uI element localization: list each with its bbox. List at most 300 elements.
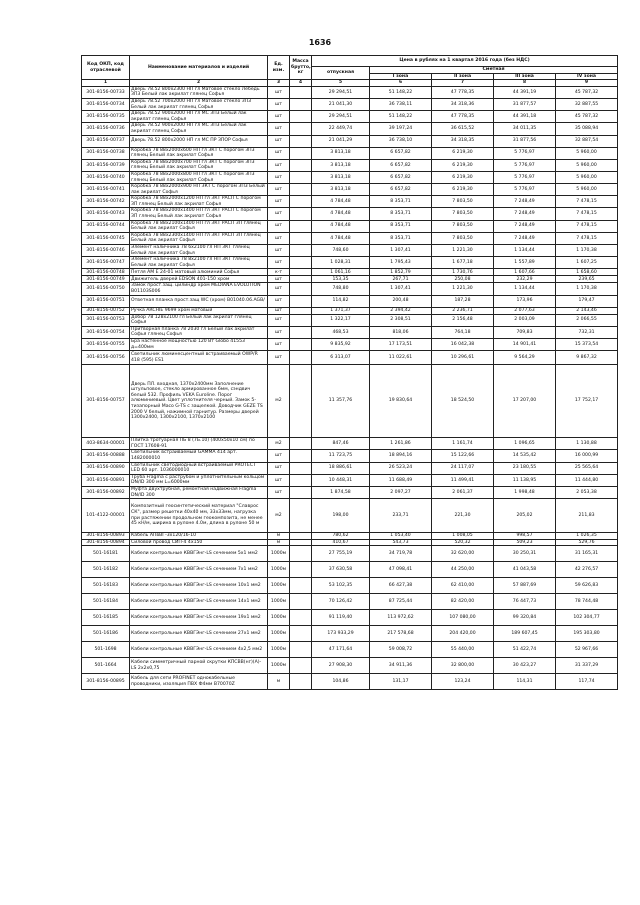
price-table	[81, 55, 618, 690]
table-cell-code: 301-8156-00734	[82, 98, 130, 110]
table-cell-mass	[290, 208, 312, 220]
table-cell-mass	[290, 539, 312, 546]
table-cell-price-zone4: 1 130,88	[556, 438, 618, 450]
table-row	[82, 135, 618, 147]
table-cell-price-zone2: 6 219,30	[432, 159, 494, 171]
column-number: 5	[312, 80, 370, 87]
table-cell-price-zone3: 173,96	[494, 295, 556, 307]
table-cell-price-zone4: 195 303,80	[556, 626, 618, 642]
table-cell-price-zone1: 11 022,61	[370, 351, 432, 365]
table-cell-price-zone2: 10 296,61	[432, 351, 494, 365]
table-cell-mass	[290, 642, 312, 658]
table-row	[82, 307, 618, 314]
table-cell-price-zone3: 44 391,18	[494, 111, 556, 123]
table-cell-price-zone1: 2 394,42	[370, 307, 432, 314]
table-cell-price-zone3: 44 391,19	[494, 86, 556, 98]
table-cell-unit: м2	[268, 365, 290, 438]
table-cell-mass	[290, 474, 312, 486]
table-cell-price-zone2: 1 730,76	[432, 269, 494, 276]
table-cell-code: 301-8156-00891	[82, 474, 130, 486]
table-cell-unit: шт	[268, 257, 290, 269]
table-cell-unit: шт	[268, 123, 290, 135]
table-cell-unit: шт	[268, 450, 290, 462]
table-cell-price-zone3: 709,83	[494, 326, 556, 338]
table-cell-unit: шт	[268, 220, 290, 232]
table-cell-name: Коробка 78 88х2000х1400 НП гл ЗКТ РАСП С порогом ЗП глянец Белый лак акрилат Софья	[130, 208, 268, 220]
table-cell-price-zone4: 1 607,25	[556, 257, 618, 269]
table-cell-price-release: 1 371,37	[312, 307, 370, 314]
table-row	[82, 123, 618, 135]
table-cell-name: Дверь ПЛ. входная, 1370х2400мм Заполнение штульповое, стекло армированное 6мм, сэндвич белый 532. Профиль VEKA Euroline. Порог алюминиевый. Цвет уплотнителя черный. Замок 5-тизапорный Maco G-TS с защелкой. Доводчик GEZE TS 2000 V белый, нажимной гарнитур. Размеры дверей 1300х2400, 1300х2100, 1370х2100	[130, 365, 268, 438]
table-cell-price-zone3: 31 877,57	[494, 98, 556, 110]
table-cell-price-zone1: 34 911,36	[370, 658, 432, 674]
table-cell-unit: шт	[268, 208, 290, 220]
table-cell-price-zone1: 1 852,79	[370, 269, 432, 276]
table-cell-price-zone2: 47 778,35	[432, 86, 494, 98]
table-cell-price-zone2: 6 219,30	[432, 184, 494, 196]
table-cell-price-zone4: 179,47	[556, 295, 618, 307]
table-cell-price-zone2: 764,18	[432, 326, 494, 338]
table-cell-price-release: 1 874,58	[312, 486, 370, 498]
table-row	[82, 196, 618, 208]
table-cell-price-release: 4 784,48	[312, 208, 370, 220]
table-cell-price-release: 21 041,30	[312, 98, 370, 110]
table-row	[82, 658, 618, 674]
table-cell-mass	[290, 450, 312, 462]
table-cell-mass	[290, 86, 312, 98]
table-cell-unit: шт	[268, 245, 290, 257]
table-cell-code: 301-8156-00740	[82, 171, 130, 183]
table-cell-name: Дверь 78.52 900х2000 НП гл МС ЗП3 Белый лак акрилат глянец Софья	[130, 123, 268, 135]
table-cell-price-release: 104,86	[312, 674, 370, 690]
table-cell-name: Петля АМ Е 24-01 матовый алюминий Софья	[130, 269, 268, 276]
table-row	[82, 462, 618, 474]
table-cell-mass	[290, 232, 312, 244]
table-cell-price-zone1: 2 308,51	[370, 314, 432, 326]
table-cell-price-zone2: 7 803,50	[432, 220, 494, 232]
table-cell-code: 301-8156-00737	[82, 135, 130, 147]
table-cell-price-zone3: 57 887,69	[494, 578, 556, 594]
table-row	[82, 208, 618, 220]
table-cell-price-release: 748,60	[312, 245, 370, 257]
table-cell-price-zone4: 52 967,66	[556, 642, 618, 658]
table-cell-code: 301-8156-00751	[82, 295, 130, 307]
table-cell-price-zone2: 16 042,38	[432, 338, 494, 350]
table-cell-name: Дверь 78.52 800х2300 НП гл Матовое стекло Лебедь ЗП3 Белый лак акрилат глянец Софья	[130, 86, 268, 98]
table-cell-price-zone4: 32 887,54	[556, 135, 618, 147]
table-cell-price-zone3: 7 248,49	[494, 208, 556, 220]
table-cell-mass	[290, 220, 312, 232]
table-cell-unit: м	[268, 674, 290, 690]
table-cell-name: Добор 78 128х2100 гл Белый лак акрилат глянец Софья	[130, 314, 268, 326]
table-cell-price-zone2: 2 061,37	[432, 486, 494, 498]
table-cell-price-zone1: 17 173,51	[370, 338, 432, 350]
table-cell-price-zone2: 7 803,50	[432, 208, 494, 220]
table-cell-unit: 1000м	[268, 610, 290, 626]
table-cell-mass	[290, 626, 312, 642]
table-cell-price-release: 10 448,31	[312, 474, 370, 486]
table-cell-price-zone4: 5 960,00	[556, 184, 618, 196]
table-cell-code: 301-8156-00756	[82, 351, 130, 365]
table-cell-code: 301-8156-00757	[82, 365, 130, 438]
table-cell-code: 301-8156-00736	[82, 123, 130, 135]
table-cell-name: Кабели контрольные КВВГЭнг-LS сечением 4х2,5 мм2	[130, 642, 268, 658]
table-cell-price-zone1: 36 738,11	[370, 98, 432, 110]
table-row	[82, 674, 618, 690]
table-cell-price-zone1: 59 008,72	[370, 642, 432, 658]
table-cell-unit: шт	[268, 351, 290, 365]
table-cell-price-zone3: 34 011,35	[494, 123, 556, 135]
table-cell-mass	[290, 658, 312, 674]
table-cell-price-zone4: 1 026,35	[556, 533, 618, 540]
table-cell-mass	[290, 184, 312, 196]
table-row	[82, 276, 618, 283]
table-cell-code: 501-16185	[82, 610, 130, 626]
table-cell-name: Кабели контрольные КВВГЭнг-LS сечением 5х1 мм2	[130, 546, 268, 562]
table-cell-price-zone1: 1 261,86	[370, 438, 432, 450]
table-cell-price-release: 11 357,76	[312, 365, 370, 438]
table-cell-mass	[290, 283, 312, 295]
table-cell-unit: шт	[268, 314, 290, 326]
table-cell-code: 301-8156-00753	[82, 314, 130, 326]
table-cell-price-zone3: 998,57	[494, 533, 556, 540]
table-cell-code: 301-8156-00748	[82, 269, 130, 276]
table-cell-price-zone3: 99 320,84	[494, 610, 556, 626]
table-cell-price-release: 114,82	[312, 295, 370, 307]
table-cell-unit: шт	[268, 295, 290, 307]
table-cell-price-zone3: 2 003,09	[494, 314, 556, 326]
header-name: Наименование материалов и изделий	[130, 56, 268, 80]
table-cell-price-zone2: 62 410,00	[432, 578, 494, 594]
table-cell-unit: шт	[268, 196, 290, 208]
table-cell-mass	[290, 245, 312, 257]
table-cell-name: Дверь 78.52 700х2000 НП гл Матовое стекло ЗП3 Белый лак акрилат глянец Софья	[130, 98, 268, 110]
table-row	[82, 626, 618, 642]
table-cell-name: Светильник встраиваемый GAMMA 414 арт. 1482000010	[130, 450, 268, 462]
table-cell-mass	[290, 257, 312, 269]
table-cell-price-zone1: 11 688,49	[370, 474, 432, 486]
table-row	[82, 295, 618, 307]
table-cell-mass	[290, 98, 312, 110]
table-row	[82, 338, 618, 350]
table-cell-price-zone3: 31 877,56	[494, 135, 556, 147]
table-cell-name: Бра настенное мощностью 120 Вт Globo 41553 д=400мм	[130, 338, 268, 350]
table-cell-code: 501-16186	[82, 626, 130, 642]
table-cell-price-zone3: 7 248,49	[494, 220, 556, 232]
table-cell-price-zone4: 2 143,46	[556, 307, 618, 314]
table-cell-price-release: 3 813,18	[312, 184, 370, 196]
table-cell-price-zone1: 267,71	[370, 276, 432, 283]
table-cell-price-release: 1 322,17	[312, 314, 370, 326]
table-cell-price-zone3: 30 250,31	[494, 546, 556, 562]
table-cell-code: 501-16184	[82, 594, 130, 610]
table-cell-price-zone1: 6 657,82	[370, 159, 432, 171]
table-row	[82, 326, 618, 338]
table-cell-code: 301-8156-00741	[82, 184, 130, 196]
table-cell-mass	[290, 135, 312, 147]
table-cell-price-zone4: 42 276,57	[556, 562, 618, 578]
column-number: 9	[556, 80, 618, 87]
header-code: Код ОКП, код отраслевой	[82, 56, 130, 80]
table-cell-code: 301-8156-00744	[82, 220, 130, 232]
table-cell-price-zone2: 221,30	[432, 499, 494, 533]
table-cell-price-zone1: 34 719,78	[370, 546, 432, 562]
table-cell-price-zone2: 34 318,36	[432, 98, 494, 110]
table-cell-price-zone4: 529,76	[556, 539, 618, 546]
table-row	[82, 283, 618, 295]
table-cell-mass	[290, 438, 312, 450]
table-cell-unit: шт	[268, 135, 290, 147]
table-cell-price-zone3: 5 776,97	[494, 159, 556, 171]
table-cell-price-zone1: 1 307,41	[370, 283, 432, 295]
table-cell-price-zone3: 189 607,45	[494, 626, 556, 642]
table-cell-code: 301-8156-00752	[82, 307, 130, 314]
table-cell-price-zone3: 14 535,42	[494, 450, 556, 462]
table-cell-unit: 1000м	[268, 546, 290, 562]
table-cell-name: Кабель для сети PROFINET однокабельные проводники, изоляция ПВХ Ф4мм B70070Z	[130, 674, 268, 690]
table-cell-unit: шт	[268, 283, 290, 295]
table-cell-name: Замок прост.защ. цилиндр хром MEDIANA EVOLUTION B01103S006	[130, 283, 268, 295]
table-cell-code: 101-4122-00001	[82, 499, 130, 533]
table-cell-price-release: 4 784,48	[312, 232, 370, 244]
table-cell-price-release: 1 061,16	[312, 269, 370, 276]
table-cell-name: Кабели контрольные КВВГЭнг-LS сечением 14х1 мм2	[130, 594, 268, 610]
table-cell-price-zone3: 232,29	[494, 276, 556, 283]
table-cell-code: 301-8156-00754	[82, 326, 130, 338]
table-cell-price-zone3: 509,23	[494, 539, 556, 546]
table-cell-price-zone2: 520,32	[432, 539, 494, 546]
table-cell-code: 301-8156-00750	[82, 283, 130, 295]
table-cell-price-zone2: 123,24	[432, 674, 494, 690]
table-cell-mass	[290, 499, 312, 533]
table-cell-price-zone2: 32 800,00	[432, 658, 494, 674]
table-cell-price-zone2: 34 318,35	[432, 135, 494, 147]
table-cell-mass	[290, 269, 312, 276]
table-row	[82, 147, 618, 159]
table-row	[82, 111, 618, 123]
table-cell-price-zone3: 23 180,55	[494, 462, 556, 474]
table-cell-price-release: 4 784,48	[312, 220, 370, 232]
table-cell-name: Плитка тротуарная ПБ 8 (7Б.10) (400х50х10 см) по ГОСТ 17608-91	[130, 438, 268, 450]
table-cell-price-zone4: 78 744,48	[556, 594, 618, 610]
table-cell-price-zone4: 15 373,54	[556, 338, 618, 350]
table-cell-code: 301-8156-00738	[82, 147, 130, 159]
table-cell-unit: к-т	[268, 269, 290, 276]
table-cell-code: 301-8156-00739	[82, 159, 130, 171]
table-cell-price-zone4: 32 887,55	[556, 98, 618, 110]
table-cell-code: 301-8156-00735	[82, 111, 130, 123]
table-cell-price-release: 410,67	[312, 539, 370, 546]
table-cell-price-zone1: 8 353,71	[370, 208, 432, 220]
table-cell-name: Коробка 78 88х2100х1400 НП гл ЗКТ РАСП ЗП глянец Белый лак акрилат Софья	[130, 220, 268, 232]
table-cell-code: 301-8156-00755	[82, 338, 130, 350]
table-cell-name: Труба Fragma с раструбом и уплотнительным кольцом DN/ID 300 мм L=6000мм	[130, 474, 268, 486]
table-cell-code: 501-1698	[82, 642, 130, 658]
table-row	[82, 232, 618, 244]
header-unit: Ед. изм.	[268, 56, 290, 80]
table-cell-price-release: 173 933,29	[312, 626, 370, 642]
table-cell-price-zone4: 211,83	[556, 499, 618, 533]
table-cell-price-zone4: 5 960,00	[556, 147, 618, 159]
table-cell-price-zone3: 5 776,97	[494, 147, 556, 159]
table-cell-name: Притворная планка 78 2030 гл Белый лак акрилат Софья глянец Софья	[130, 326, 268, 338]
table-cell-price-release: 27 908,30	[312, 658, 370, 674]
table-cell-price-zone3: 17 207,00	[494, 365, 556, 438]
table-cell-name: Ручка ARCHIE 9699 хром матовый	[130, 307, 268, 314]
table-cell-price-zone4: 7 478,15	[556, 208, 618, 220]
table-cell-mass	[290, 578, 312, 594]
column-number: 3	[268, 80, 290, 87]
table-cell-code: 301-8156-00894	[82, 539, 130, 546]
table-cell-price-release: 468,53	[312, 326, 370, 338]
table-cell-code: 301-8156-00743	[82, 208, 130, 220]
table-cell-mass	[290, 365, 312, 438]
table-cell-price-release: 47 171,64	[312, 642, 370, 658]
table-cell-mass	[290, 123, 312, 135]
table-cell-mass	[290, 533, 312, 540]
table-cell-price-zone2: 1 161,74	[432, 438, 494, 450]
table-cell-name: Коробка 78 88х2300х1400 НП гл ЗКТ РАСП ЗП глянец Белый лак акрилат Софья	[130, 232, 268, 244]
table-row	[82, 594, 618, 610]
table-cell-price-zone2: 44 250,00	[432, 562, 494, 578]
table-cell-price-zone1: 1 307,41	[370, 245, 432, 257]
table-row	[82, 642, 618, 658]
table-cell-price-zone3: 7 248,49	[494, 196, 556, 208]
table-cell-name: Коробка 78 88х2000х900 НП ЗКТ С порогом ЗП3 Белый лак акрилат Софья	[130, 184, 268, 196]
table-cell-price-zone1: 47 098,41	[370, 562, 432, 578]
table-row	[82, 546, 618, 562]
table-cell-code: 301-8156-00888	[82, 450, 130, 462]
table-cell-mass	[290, 147, 312, 159]
table-cell-name: Кабели контрольные КВВГЭнг-LS сечением 27х1 мм2	[130, 626, 268, 642]
table-cell-price-zone2: 82 420,00	[432, 594, 494, 610]
table-cell-unit: шт	[268, 171, 290, 183]
table-cell-name: Элемент наличника 78 6х2100 гл НП ЗКТ глянец Белый лак акрилат Софья	[130, 245, 268, 257]
table-cell-mass	[290, 111, 312, 123]
table-cell-code: 301-8156-00742	[82, 196, 130, 208]
table-cell-price-zone1: 8 353,71	[370, 220, 432, 232]
table-cell-price-release: 11 723,75	[312, 450, 370, 462]
table-cell-price-zone2: 11 499,41	[432, 474, 494, 486]
table-cell-price-zone3: 11 138,95	[494, 474, 556, 486]
table-cell-name: Кабели контрольные КВВГЭнг-LS сечением 7х1 мм2	[130, 562, 268, 578]
header-zone2: II зона	[432, 73, 494, 80]
table-cell-mass	[290, 674, 312, 690]
table-cell-price-zone1: 543,73	[370, 539, 432, 546]
table-cell-unit: 1000м	[268, 562, 290, 578]
table-cell-name: Муфта двухтрубная, ремонтная надвижная Fragma DN/ID 300	[130, 486, 268, 498]
table-cell-code: 301-8156-00747	[82, 257, 130, 269]
table-cell-price-release: 780,62	[312, 533, 370, 540]
table-cell-price-zone1: 26 523,24	[370, 462, 432, 474]
table-cell-price-zone1: 51 148,22	[370, 86, 432, 98]
column-number: 8	[494, 80, 556, 87]
table-cell-price-zone1: 6 657,82	[370, 184, 432, 196]
table-cell-price-zone4: 16 000,99	[556, 450, 618, 462]
table-cell-price-release: 847,46	[312, 438, 370, 450]
table-cell-unit: 1000м	[268, 658, 290, 674]
table-cell-price-zone1: 200,48	[370, 295, 432, 307]
table-cell-price-zone3: 5 776,97	[494, 171, 556, 183]
table-cell-price-zone1: 818,06	[370, 326, 432, 338]
table-cell-mass	[290, 196, 312, 208]
table-row	[82, 159, 618, 171]
table-cell-mass	[290, 351, 312, 365]
table-cell-price-zone4: 31 337,29	[556, 658, 618, 674]
table-row	[82, 220, 618, 232]
table-cell-mass	[290, 171, 312, 183]
table-cell-mass	[290, 546, 312, 562]
header-mass: Масса брутто, кг	[290, 56, 312, 80]
table-cell-price-zone2: 47 778,35	[432, 111, 494, 123]
header-price-group: Цена в рублях на 1 квартал 2016 года (без НДС)	[312, 56, 618, 67]
table-cell-price-release: 6 313,07	[312, 351, 370, 365]
table-cell-price-zone3: 1 096,65	[494, 438, 556, 450]
table-cell-mass	[290, 159, 312, 171]
table-cell-price-zone1: 18 894,16	[370, 450, 432, 462]
table-row	[82, 171, 618, 183]
table-row	[82, 269, 618, 276]
table-cell-unit: шт	[268, 184, 290, 196]
table-cell-price-zone2: 36 615,52	[432, 123, 494, 135]
table-row	[82, 562, 618, 578]
table-cell-price-release: 3 813,18	[312, 147, 370, 159]
table-row	[82, 314, 618, 326]
table-cell-price-zone4: 45 787,32	[556, 111, 618, 123]
table-cell-mass	[290, 462, 312, 474]
table-cell-price-zone4: 239,65	[556, 276, 618, 283]
table-cell-code: 501-1664	[82, 658, 130, 674]
table-cell-price-release: 748,80	[312, 283, 370, 295]
table-cell-name: Силовой провод СИП-4 4х150	[130, 539, 268, 546]
table-cell-name: Дверь 78.52 800х2000 НП гл МС ПР ЗПОР Софья	[130, 135, 268, 147]
table-cell-price-zone4: 117,74	[556, 674, 618, 690]
table-cell-name: Ответная планка прост.защ WC (хром) B01040.06.AGB/	[130, 295, 268, 307]
table-row	[82, 351, 618, 365]
column-number: 1	[82, 80, 130, 87]
table-cell-price-zone1: 39 197,24	[370, 123, 432, 135]
table-cell-mass	[290, 326, 312, 338]
table-row	[82, 474, 618, 486]
table-cell-price-zone1: 36 738,10	[370, 135, 432, 147]
table-cell-price-zone4: 45 787,32	[556, 86, 618, 98]
table-cell-price-release: 91 119,40	[312, 610, 370, 626]
table-cell-price-release: 21 041,29	[312, 135, 370, 147]
table-cell-price-zone4: 35 088,94	[556, 123, 618, 135]
table-cell-code: 403-8634-00001	[82, 438, 130, 450]
table-cell-price-zone3: 114,31	[494, 674, 556, 690]
table-cell-price-release: 3 813,18	[312, 171, 370, 183]
table-cell-mass	[290, 276, 312, 283]
table-cell-price-zone3: 76 447,73	[494, 594, 556, 610]
table-cell-mass	[290, 562, 312, 578]
header-zone4: IV зона	[556, 73, 618, 80]
table-cell-mass	[290, 307, 312, 314]
column-number: 7	[432, 80, 494, 87]
table-cell-price-zone4: 7 478,15	[556, 220, 618, 232]
table-cell-price-zone1: 1 053,40	[370, 533, 432, 540]
table-cell-name: Светильник люминесцентный встраиваемый OWP/R 418 (595) ES1	[130, 351, 268, 365]
table-cell-mass	[290, 594, 312, 610]
table-cell-unit: шт	[268, 326, 290, 338]
table-cell-unit: шт	[268, 276, 290, 283]
table-cell-price-zone1: 217 578,68	[370, 626, 432, 642]
table-cell-price-release: 9 835,92	[312, 338, 370, 350]
table-cell-code: 301-8156-00746	[82, 245, 130, 257]
table-cell-unit: шт	[268, 86, 290, 98]
table-cell-price-zone1: 131,17	[370, 674, 432, 690]
header-zone3: III зона	[494, 73, 556, 80]
